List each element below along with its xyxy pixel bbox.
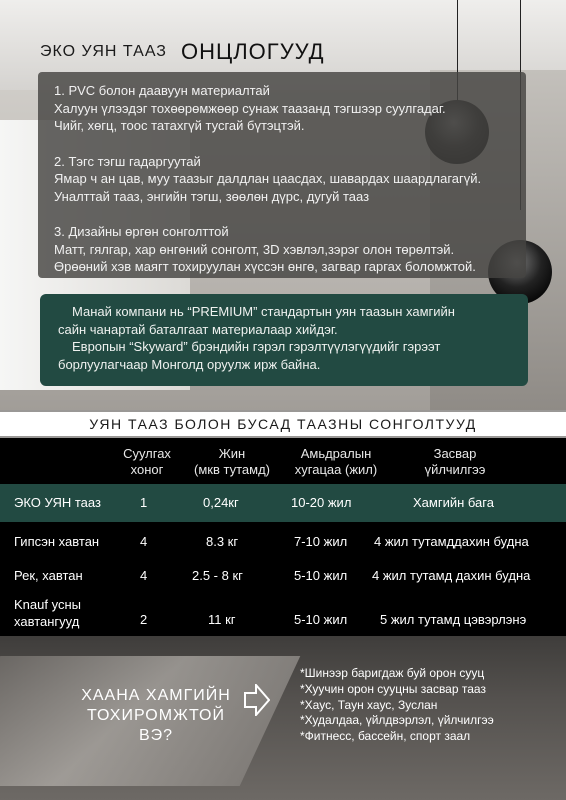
feature-line: Уналттай тааз, энгийн тэгш, зөөлөн дүрс, дугуй тааз [54, 188, 370, 204]
row-days: 4 [140, 568, 148, 583]
row-days: 1 [140, 495, 148, 510]
row-life: 5-10 жил [294, 612, 348, 627]
row-name: Knauf усны хавтангууд [14, 597, 81, 629]
question-line: ХААНА ХАМГИЙН [81, 687, 231, 704]
feature-heading: 2. Тэгс тэгш гадаргуутай [54, 153, 201, 169]
where-question [68, 686, 244, 746]
list-item: *Фитнесс, бассейн, спорт заал [300, 729, 471, 744]
list-item: *Хаус, Таун хаус, Зуслан [300, 697, 438, 712]
row-repair: 4 жил тутамддахин будна [374, 534, 529, 549]
list-item: *Хуучин орон сууцны засвар тааз [300, 681, 486, 696]
row-weight: 8.3 кг [206, 534, 239, 549]
row-weight: 2.5 - 8 кг [192, 568, 243, 583]
note-line: Европын “Skyward” брэндийн гэрэл гэрэлтүүлэгүүдийг гэрээт [72, 339, 441, 354]
table-header [0, 444, 566, 480]
title-left: ЭКО УЯН ТААЗ [40, 43, 167, 60]
row-days: 2 [140, 612, 148, 627]
feature-line: Ямар ч ан цав, муу таазыг далдлан цаасдах, шавардах шаардлагагүй. [54, 171, 482, 186]
table-row [0, 592, 566, 636]
page-title [40, 34, 510, 70]
row-weight: 11 кг [208, 612, 236, 627]
feature-item [54, 223, 510, 276]
table-row [0, 484, 566, 522]
note-line: сайн чанартай баталгаат материалаар хийдэг. [58, 321, 338, 337]
feature-line: Халуун үлээдэг тохөөрөмжөөр сунаж таазанд тэгшээр суулгадаг. [54, 100, 446, 116]
list-item: *Шинээр баригдаж буй орон сууц [300, 666, 485, 680]
row-repair: 5 жил тутамд цэвэрлэнэ [380, 612, 527, 627]
note-line: борлуулагчаар Монголд оруулж ирж байна. [58, 356, 321, 372]
feature-line: Матт, гялгар, хар өнгөний сонголт, 3D хэвлэл,зэрэг олон төрөлтэй. [54, 241, 455, 257]
feature-heading: 1. PVC болон даавуун материалтай [54, 83, 270, 98]
table-row [0, 524, 566, 558]
row-weight: 0,24кг [203, 495, 239, 510]
feature-heading: 3. Дизайны өргөн сонголттой [54, 224, 229, 239]
feature-item [54, 82, 510, 135]
question-line: ТОХИРОМЖТОЙ ВЭ? [87, 707, 225, 744]
row-name: Гипсэн хавтан [14, 534, 100, 549]
col-install: Суулгах хоног [123, 446, 171, 477]
row-life: 5-10 жил [294, 568, 348, 583]
table-row [0, 558, 566, 592]
row-name: Рек, хавтан [14, 568, 83, 583]
title-right: ОНЦЛОГУУД [180, 39, 325, 64]
places-list [300, 666, 494, 745]
row-life: 10-20 жил [291, 495, 352, 510]
options-title: УЯН ТААЗ БОЛОН БУСАД ТААЗНЫ СОНГОЛТУУД [0, 412, 566, 436]
row-days: 4 [140, 534, 148, 549]
feature-line: Өрөөний хэв маягт тохируулан хүссэн өнгө, загвар гаргах боломжтой. [54, 259, 476, 274]
feature-item [54, 153, 510, 206]
feature-line: Чийг, хөгц, тоос татахгүй тусгай бүтэцтэй. [54, 118, 305, 133]
company-note-panel [40, 294, 528, 386]
col-weight: Жин (мкв тутамд) [194, 446, 270, 477]
note-line: Манай компани нь “PREMIUM” стандартын уян таазын хамгийн [72, 304, 455, 319]
row-repair: 4 жил тутамд дахин будна [372, 568, 531, 583]
row-name: ЭКО УЯН тааз [14, 495, 101, 510]
col-life: Амьдралын хугацаа (жил) [294, 446, 378, 477]
row-life: 7-10 жил [294, 534, 348, 549]
list-item: *Худалдаа, үйлдвэрлэл, үйлчилгээ [300, 713, 494, 728]
comparison-table [0, 438, 566, 636]
row-repair: Хамгийн бага [413, 495, 494, 510]
features-panel [38, 72, 526, 278]
col-repair: Засвар үйлчилгээ [424, 446, 486, 477]
arrow-right-icon [244, 684, 270, 716]
